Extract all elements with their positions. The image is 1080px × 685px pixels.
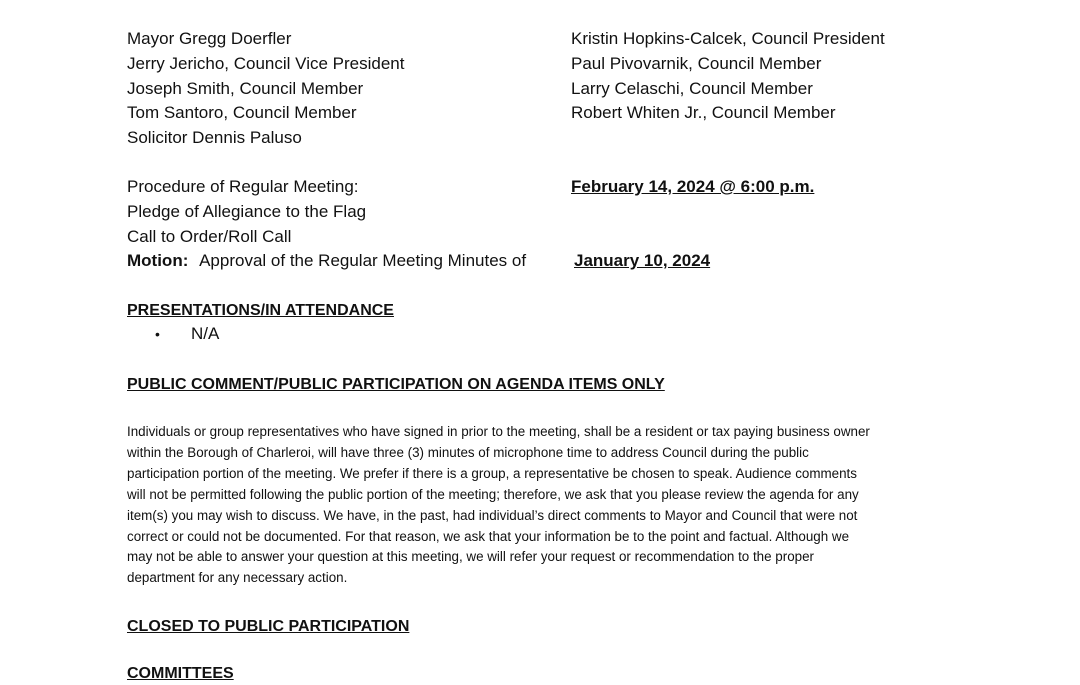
official-council-member: Robert Whiten Jr., Council Member xyxy=(571,103,836,122)
public-comment-paragraph xyxy=(127,422,942,589)
minutes-date: January 10, 2024 xyxy=(574,251,711,270)
official-solicitor: Solicitor Dennis Paluso xyxy=(127,128,302,147)
paragraph-line: correct or could not be documented. For that reason, we ask that your information be to the point and factual. Although we xyxy=(127,528,850,544)
meeting-date: February 14, 2024 @ 6:00 p.m. xyxy=(571,177,815,196)
paragraph-line: department for any necessary action. xyxy=(127,570,348,586)
presentations-item-text: N/A xyxy=(191,324,220,343)
presentations-list-item xyxy=(155,323,219,345)
official-council-member: Larry Celaschi, Council Member xyxy=(571,79,813,98)
call-to-order-item: Call to Order/Roll Call xyxy=(127,227,292,246)
presentations-heading: PRESENTATIONS/IN ATTENDANCE xyxy=(127,302,394,319)
pledge-item: Pledge of Allegiance to the Flag xyxy=(127,202,367,221)
closed-heading: CLOSED TO PUBLIC PARTICIPATION xyxy=(127,618,410,635)
public-comment-heading: PUBLIC COMMENT/PUBLIC PARTICIPATION ON AGENDA ITEMS ONLY xyxy=(127,376,665,393)
official-vice-president: Jerry Jericho, Council Vice President xyxy=(127,54,405,73)
paragraph-line: may not be able to answer your question at this meeting, we will refer your request or recommendation to the proper xyxy=(127,549,814,565)
bullet-icon: • xyxy=(155,326,160,342)
motion-text: Approval of the Regular Meeting Minutes of xyxy=(199,251,527,270)
committees-heading: COMMITTEES xyxy=(127,665,234,682)
official-council-member: Tom Santoro, Council Member xyxy=(127,103,357,122)
paragraph-line: will not be permitted following the public portion of the meeting; therefore, we ask that you please review the agenda for any xyxy=(127,486,859,502)
paragraph-line: participation portion of the meeting. We prefer if there is a group, a representative be chosen to speak. Audience comments xyxy=(127,465,857,481)
official-council-member: Paul Pivovarnik, Council Member xyxy=(571,54,822,73)
official-president: Kristin Hopkins-Calcek, Council President xyxy=(571,29,885,48)
motion-label: Motion: xyxy=(127,251,189,270)
official-council-member: Joseph Smith, Council Member xyxy=(127,79,364,98)
paragraph-line: within the Borough of Charleroi, will have three (3) minutes of microphone time to address Council during the public xyxy=(127,444,809,460)
paragraph-line: Individuals or group representatives who have signed in prior to the meeting, shall be a resident or tax paying business owner xyxy=(127,424,870,439)
official-mayor: Mayor Gregg Doerfler xyxy=(127,29,292,48)
motion-line xyxy=(127,250,526,272)
paragraph-line: item(s) you may wish to discuss. We have, in the past, had individual’s direct comments to Mayor and Council that were not xyxy=(127,507,858,523)
procedure-label: Procedure of Regular Meeting: xyxy=(127,177,359,196)
